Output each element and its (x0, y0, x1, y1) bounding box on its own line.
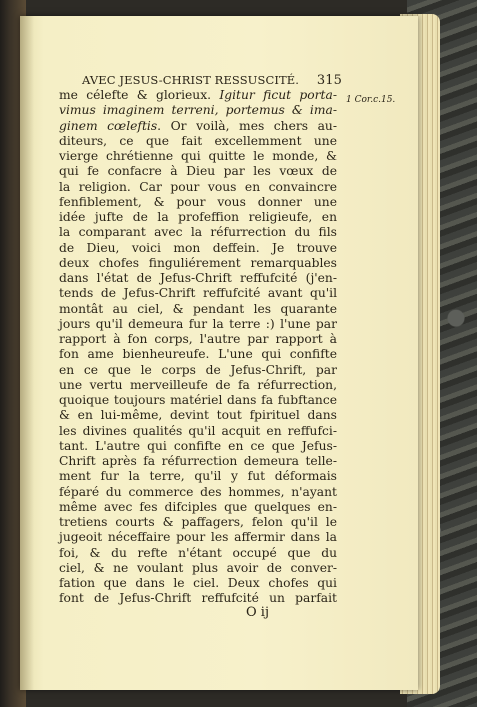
text-line: tretiens courts & paffagers, felon qu'il le (59, 515, 337, 529)
text-line: font de Jefus-Chrift reffufcité un parfait (59, 591, 337, 606)
text-line: deux chofes finguliérement remarquables (59, 255, 337, 270)
text-line: & en lui-même, devint tout fpirituel dans (59, 408, 337, 423)
page-number: 315 (316, 73, 342, 88)
text-line: en ce que le corps de Jefus-Chrift, par (59, 362, 337, 377)
text-line: me célefte & glorieux. Igitur ficut porta- (59, 88, 337, 102)
text-line: de Dieu, voici mon deffein. Je trouve (59, 240, 337, 255)
signature-mark: O ij (246, 605, 269, 620)
text-line: fon ame bienheureufe. L'une qui confifte (59, 347, 337, 362)
text-line: vimus imaginem terreni, portemus & ima- (59, 103, 337, 118)
text-line: rapport à fon corps, l'autre par rapport à (59, 332, 337, 346)
text-line: une vertu merveilleufe de fa réfurrection, (59, 377, 337, 392)
text-line: jours qu'il demeura fur la terre :) l'une par (59, 316, 337, 331)
text-line: vierge chrétienne qui quitte le monde, & (59, 149, 337, 163)
margin-reference: 1 Cor.c.15. (346, 95, 396, 105)
text-line: foi, & du refte n'étant occupé que du (59, 545, 337, 560)
text-line: qui fe confacre à Dieu par les vœux de (59, 164, 337, 179)
text-line: la religion. Car pour vous en convaincre (59, 179, 337, 194)
book-page (20, 16, 418, 690)
text-line: montât au ciel, & pendant les quarante (59, 301, 337, 316)
text-line: diteurs, ce que fait excellemment une (59, 133, 337, 148)
text-line: fenfiblement, & pour vous donner une (59, 194, 337, 209)
running-header (82, 73, 342, 87)
text-line: ginem cœleftis. Or voilà, mes chers au- (59, 118, 337, 133)
text-line: dans l'état de Jefus-Chrift reffufcité (j'en- (59, 271, 337, 285)
text-line: tends de Jefus-Chrift reffufcité avant qu'il (59, 286, 337, 301)
text-line: les divines qualités qu'il acquit en reffufci- (59, 423, 337, 438)
text-line: jugeoit néceffaire pour les affermir dans la (59, 530, 337, 545)
text-line: idée jufte de la profeffion religieufe, en (59, 210, 337, 224)
text-line: même avec fes difciples que quelques en- (59, 499, 337, 514)
text-line: la comparant avec la réfurrection du fils (59, 225, 337, 240)
running-title: AVEC JESUS-CHRIST RESSUSCITÉ. (82, 73, 300, 87)
gutter-shadow (20, 16, 34, 690)
text-line: Chrift après fa réfurrection demeura telle- (59, 454, 337, 468)
text-line: quoique toujours matériel dans fa fubftance (59, 393, 337, 407)
text-line: ment fur la terre, qu'il y fut déformais (59, 469, 337, 484)
text-line: féparé du commerce des hommes, n'ayant (59, 484, 337, 499)
text-line: fation que dans le ciel. Deux chofes qui (59, 576, 337, 590)
text-line: ciel, & ne voulant plus avoir de conver- (59, 560, 337, 575)
text-line: tant. L'autre qui confifte en ce que Jefus- (59, 438, 337, 453)
